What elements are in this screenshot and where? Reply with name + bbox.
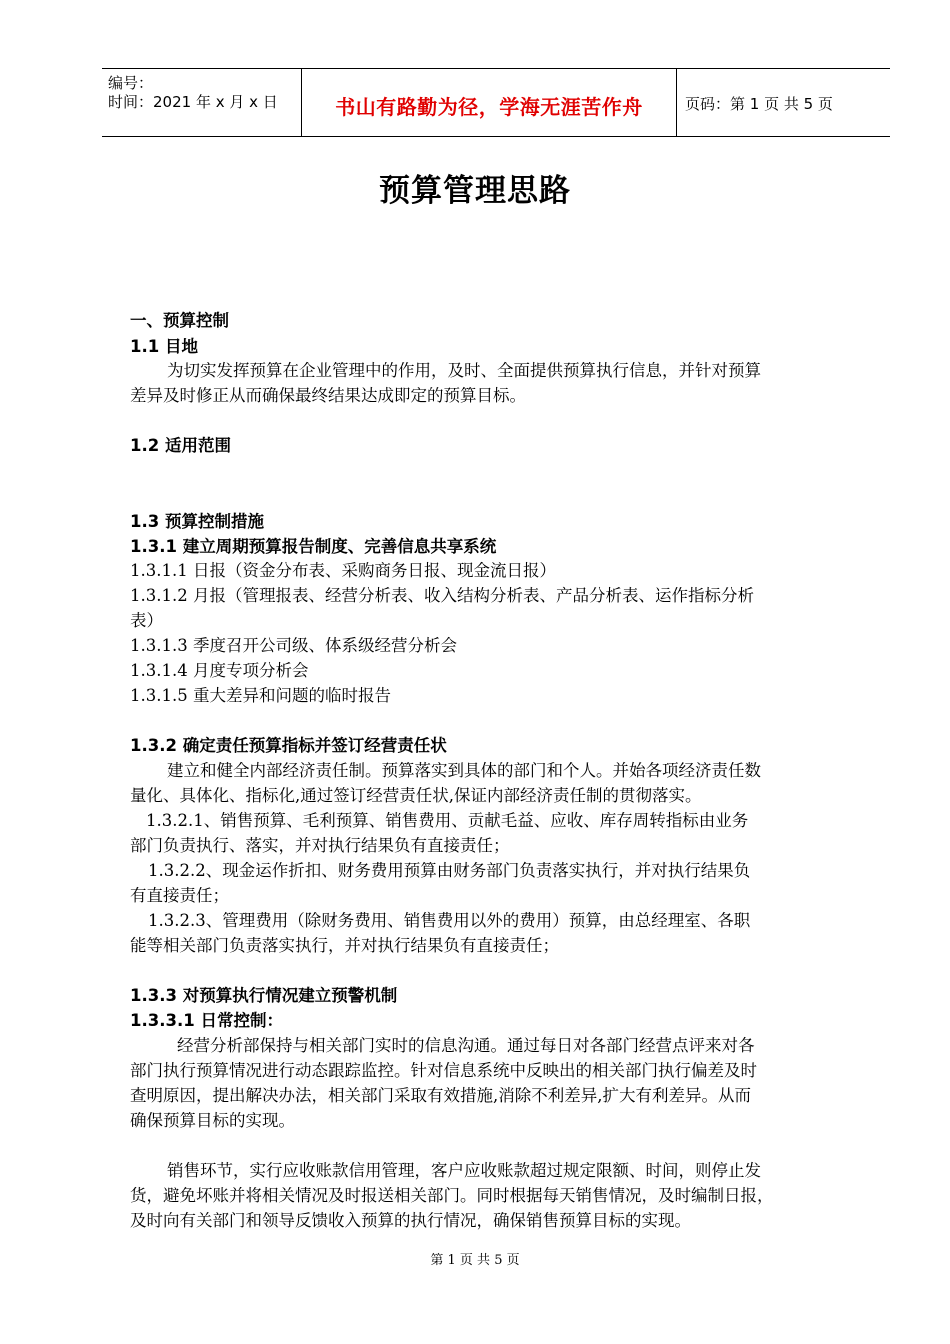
heading-1-3-3: 1.3.3 对预算执行情况建立预警机制 xyxy=(130,986,398,1005)
number-label: 编号： xyxy=(108,74,154,92)
document-header-table xyxy=(102,68,890,137)
heading-1-3-1: 1.3.1 建立周期预算报告制度、完善信息共享系统 xyxy=(130,537,497,556)
paragraph-line: 经营分析部保持与相关部门实时的信息沟通。通过每日对各部门经营点评来对各 xyxy=(177,1036,755,1055)
paragraph-line: 部门执行预算情况进行动态跟踪监控。针对信息系统中反映出的相关部门执行偏差及时 xyxy=(130,1061,757,1080)
list-item: 1.3.1.3 季度召开公司级、体系级经营分析会 xyxy=(130,636,457,655)
list-item-continuation: 表） xyxy=(130,611,163,630)
header-motto-cell xyxy=(302,69,677,136)
paragraph-line: 销售环节，实行应收账款信用管理，客户应收账款超过规定限额、时间，则停止发 xyxy=(167,1161,761,1180)
header-meta-cell xyxy=(102,69,302,136)
page-label: 页码：第 1 页 共 5 页 xyxy=(685,95,833,113)
heading-1-3-2: 1.3.2 确定责任预算指标并签订经营责任状 xyxy=(130,736,447,755)
list-item: 1.3.1.4 月度专项分析会 xyxy=(130,661,309,680)
heading-1-2: 1.2 适用范围 xyxy=(130,436,231,455)
paragraph-line: 1.3.2.1、销售预算、毛利预算、销售费用、贡献毛益、应收、库存周转指标由业务 xyxy=(146,811,749,830)
paragraph-line: 货，避免坏账并将相关情况及时报送相关部门。同时根据每天销售情况，及时编制日报， xyxy=(130,1186,774,1205)
paragraph-line: 有直接责任； xyxy=(130,886,229,905)
paragraph-line: 查明原因，提出解决办法，相关部门采取有效措施,消除不利差异,扩大有利差异。从而 xyxy=(130,1086,751,1105)
time-label: 时间：2021 年 x 月 x 日 xyxy=(108,93,278,111)
heading-1-3: 1.3 预算控制措施 xyxy=(130,512,264,531)
list-item: 1.3.1.1 日报（资金分布表、采购商务日报、现金流日报） xyxy=(130,561,556,580)
heading-1-3-3-1: 1.3.3.1 日常控制： xyxy=(130,1011,283,1030)
document-title: 预算管理思路 xyxy=(379,173,571,209)
paragraph-line: 1.3.2.3、管理费用（除财务费用、销售费用以外的费用）预算，由总经理室、各职 xyxy=(148,911,751,930)
paragraph-line: 能等相关部门负责落实执行，并对执行结果负有直接责任； xyxy=(130,936,559,955)
paragraph-line: 部门负责执行、落实，并对执行结果负有直接责任； xyxy=(130,836,510,855)
header-page-cell xyxy=(677,69,890,136)
list-item: 1.3.1.2 月报（管理报表、经营分析表、收入结构分析表、产品分析表、运作指标分析 xyxy=(130,586,754,605)
paragraph-line: 建立和健全内部经济责任制。预算落实到具体的部门和个人。并始各项经济责任数 xyxy=(167,761,761,780)
motto-text: 书山有路勤为径，学海无涯苦作舟 xyxy=(335,95,643,119)
paragraph-line: 为切实发挥预算在企业管理中的作用，及时、全面提供预算执行信息，并针对预算 xyxy=(167,361,761,380)
heading-section-1: 一、预算控制 xyxy=(130,311,229,330)
paragraph-line: 量化、具体化、指标化,通过签订经营责任状,保证内部经济责任制的贯彻落实。 xyxy=(130,786,702,805)
page-footer: 第 1 页 共 5 页 xyxy=(430,1253,520,1268)
heading-1-1: 1.1 目地 xyxy=(130,337,198,356)
list-item: 1.3.1.5 重大差异和问题的临时报告 xyxy=(130,686,391,705)
paragraph-line: 确保预算目标的实现。 xyxy=(130,1111,295,1130)
paragraph-line: 差异及时修正从而确保最终结果达成即定的预算目标。 xyxy=(130,386,526,405)
paragraph-line: 及时向有关部门和领导反馈收入预算的执行情况，确保销售预算目标的实现。 xyxy=(130,1211,691,1230)
paragraph-line: 1.3.2.2、现金运作折扣、财务费用预算由财务部门负责落实执行，并对执行结果负 xyxy=(148,861,751,880)
